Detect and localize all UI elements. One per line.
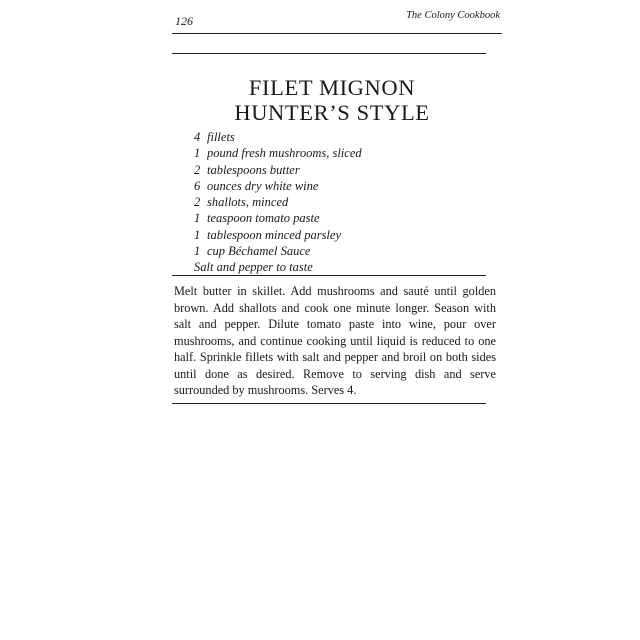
ingredient-text: fillets — [207, 130, 235, 144]
ingredient-quantity: 1 — [194, 244, 201, 259]
ingredient-quantity: 6 — [194, 178, 201, 193]
recipe-title — [172, 75, 492, 125]
ingredient-text: cup Béchamel Sauce — [207, 244, 311, 259]
ingredient-list — [194, 129, 362, 276]
ingredient-quantity: 2 — [194, 162, 201, 177]
header-rule — [172, 33, 502, 34]
recipe-title-line-1: FILET MIGNON — [248, 75, 416, 101]
method-paragraph: Melt butter in skillet. Add mushrooms and sauté until golden brown. Add shallots and cook one minute longer. Season with salt and pepper. Dilute tomato paste into wine, pour over mushrooms, and continue cooking until liquid is reduced to one half. Sprinkle fillets with salt and pepper and broil on both sides until done as desired. Remove to serving dish and serve surrounded by mushrooms. Serves 4. — [174, 284, 496, 397]
recipe-title-line-2: HUNTER’S STYLE — [234, 100, 430, 126]
running-head: The Colony Cookbook — [406, 10, 500, 21]
ingredient-item — [194, 243, 362, 259]
ingredient-text: Salt and pepper to taste — [194, 260, 313, 275]
ingredient-text: tablespoons butter — [207, 162, 300, 177]
ingredient-text: ounces dry white wine — [207, 178, 319, 193]
ingredient-text: teaspoon tomato paste — [207, 211, 320, 226]
ingredients-bottom-rule — [172, 275, 486, 276]
ingredient-item — [194, 178, 362, 194]
ingredient-quantity: 1 — [194, 227, 201, 242]
title-top-rule — [172, 53, 486, 54]
ingredient-item — [194, 259, 362, 275]
ingredient-quantity: 1 — [194, 146, 201, 161]
recipe-end-rule — [172, 403, 486, 404]
ingredient-text: shallots, minced — [207, 195, 289, 210]
ingredient-item — [194, 145, 362, 161]
ingredient-text: tablespoon minced parsley — [207, 227, 342, 242]
ingredient-text: pound fresh mushrooms, sliced — [207, 146, 362, 161]
ingredient-item — [194, 227, 362, 243]
ingredient-quantity: 1 — [194, 211, 201, 226]
ingredient-item — [194, 129, 362, 145]
ingredient-item — [194, 194, 362, 210]
ingredient-quantity: 2 — [194, 195, 201, 210]
ingredient-quantity: 4 — [194, 130, 201, 144]
ingredient-item — [194, 162, 362, 178]
page-number: 126 — [175, 14, 193, 28]
ingredient-item — [194, 210, 362, 226]
